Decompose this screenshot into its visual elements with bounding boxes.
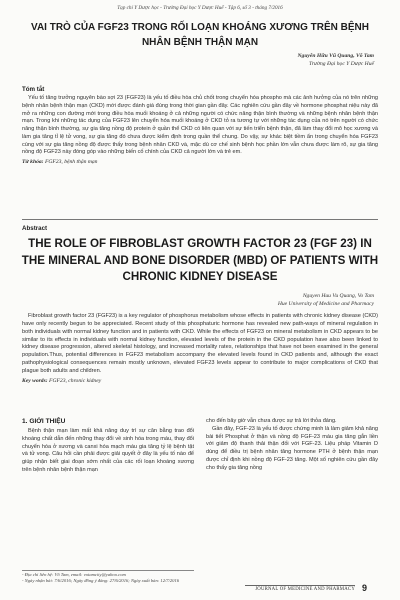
english-author-block: [278, 292, 374, 308]
english-abstract: [22, 313, 378, 385]
running-header: Tạp chí Y Dược học - Trường Đại học Y Dược Huế - Tập 6, số 3 - tháng 7/2016: [117, 5, 283, 11]
english-keywords-value: FGF23, chronic kidney: [49, 377, 102, 384]
vietnamese-affiliation: Trường Đại học Y Dược Huế: [308, 61, 374, 67]
intro-left-text: Bệnh thận mạn làm mất khả năng duy trì sự cân bằng trao đổi khoáng chất dẫn đến những thay đổi về sinh hóa trong máu, thay đổi chuyển hóa ở xương và canxi hóa mạch máu gia tăng tỷ lệ bệnh tật và tử vong. Câu hỏi cần phải được giải quyết ở đây là yếu tố nào để giúp nhận biết giai đoạn sớm nhất của các rối loạn khoáng xương trên bệnh nhân bệnh thận mạn: [22, 428, 194, 473]
vietnamese-abstract-heading: Tóm tắt: [22, 86, 45, 93]
section-divider: [22, 219, 378, 220]
footnotes: [22, 570, 194, 584]
english-title: THE ROLE OF FIBROBLAST GROWTH FACTOR 23 (FGF 23) IN THE MINERAL AND BONE DISORDER (MBD) OF PATIENTS WITH CHRONIC KIDNEY DISEASE: [21, 237, 379, 283]
footer-journal-name: JOURNAL OF MEDICINE AND PHARMACY: [245, 585, 355, 592]
footnote-dates: - Ngày nhận bài: 7/6/2016; Ngày đồng ý đăng: 27/6/2016; Ngày xuất bản: 12/7/2016: [22, 578, 180, 583]
vietnamese-abstract-text: Yếu tố tăng trưởng nguyên bào sợi 23 (FGF23) là yếu tố điều hòa chủ chốt trong chuyển hóa phospho mà các ảnh hưởng của nó trên những bệnh nhân bệnh thận mạn (CKD) mới được đánh giá đúng trong thời gian gần đây. Các nghiên cứu gần đây về hormone phosphat niệu này đã mở ra những con đường mới trong điều hòa muối khoáng ở cả những người có chức năng thận bình thường và những bệnh nhân bệnh thận mạn. Trong khi những tác dụng của FGF23 lên chuyển hóa muối khoáng ở CKD tỏ ra tương tự với những tác dụng của nó trên người có chức năng thận bình thường, sự gia tăng nồng độ protein ở quần thể CKD có liên quan với sự tiến triển bệnh thận, đã làm thay đổi mô học xương và làm gia tăng tỉ lệ tử vong, sự gia tăng đó chưa được kiểm định trong quần thể chung. Do vậy, sự khác biệt tiềm ẩn trong chuyển hóa FGF23 cùng với sự gia tăng nồng độ được thấy trong bệnh nhân CKD và, mặc dù cơ chế sinh bệnh học phần lớn vẫn chưa được làm rõ, sự gia tăng nồng độ FGF23 này đóng góp vào những biến cố chính của CKD cả người lớn và trẻ em.: [22, 95, 378, 156]
english-abstract-label: Abstract: [22, 225, 48, 232]
english-affiliation: Hue University of Medicine and Pharmacy: [277, 301, 374, 307]
english-keywords-label: Key words:: [22, 377, 48, 384]
vietnamese-keywords-value: FGF23, bệnh thận mạn: [44, 159, 98, 165]
vietnamese-keywords: [22, 158, 378, 166]
intro-right-column: [206, 418, 378, 472]
vietnamese-abstract: [22, 86, 378, 166]
page-number: 9: [362, 583, 368, 593]
english-keywords: [22, 377, 378, 385]
intro-right-text-1: cho đến bây giờ vẫn chưa được sự trả lời thỏa đáng.: [206, 418, 337, 424]
intro-left-column: [22, 418, 194, 475]
intro-right-text-2: Gần đây, FGF-23 là yếu tố được chứng minh là làm giảm khả năng bài tiết Phosphat ở thận và nồng độ FGF-23 máu gia tăng gắn liền với giảm độ thanh thải thận đối với FGF-23. Liệu pháp Vitamin D dùng để điều trị bệnh nhân tăng hormone PTH ở bệnh thận mạn được chỉ định khi nồng độ FGF-23 tăng. Một số nghiên cứu gần đây cho thấy gia tăng nồng: [206, 425, 378, 471]
english-abstract-text: Fibroblast growth factor 23 (FGF23) is a key regulator of phosphorus metabolism whose effects in patients with chronic kidney disease (CKD) have only recently begun to be appreciated. Recent study of this phosphaturic hormone has revealed new path-ways of mineral regulation in both individuals with normal kidney function and in patients with CKD. While the effects of FGF23 on mineral metabolism in CKD appears to be similar to its effects in individuals with normal kidney function, elevated levels of the protein in the CKD population have also been linked to kidney disease progression, altered skeletal histology, and increased mortality rates, relationships that have not been examined in the general population.Thus, potential differences in FGF23 metabolism accompany the elevated levels found in CKD patients and, although the exact pathophysiological consequences remain mostly unknown, elevated FGF23 levels appear to contribute to major complications of CKD that plague both adults and children.: [22, 313, 378, 374]
english-authors: Nguyen Huu Vu Quang, Vo Tam: [302, 293, 374, 299]
vietnamese-keywords-label: Từ khóa:: [22, 159, 44, 165]
footnote-contact: - Địa chỉ liên hệ: Võ Tam, email: votamcity@yahoo.com: [22, 572, 126, 577]
intro-heading: 1. GIỚI THIỆU: [22, 418, 66, 425]
vietnamese-title: VAI TRÒ CỦA FGF23 TRONG RỐI LOẠN KHOÁNG XƯƠNG TRÊN BỆNH NHÂN BỆNH THẬN MẠN: [31, 22, 369, 48]
vietnamese-authors: Nguyễn Hữu Vũ Quang, Võ Tam: [297, 53, 374, 59]
vietnamese-author-block: [297, 52, 374, 68]
